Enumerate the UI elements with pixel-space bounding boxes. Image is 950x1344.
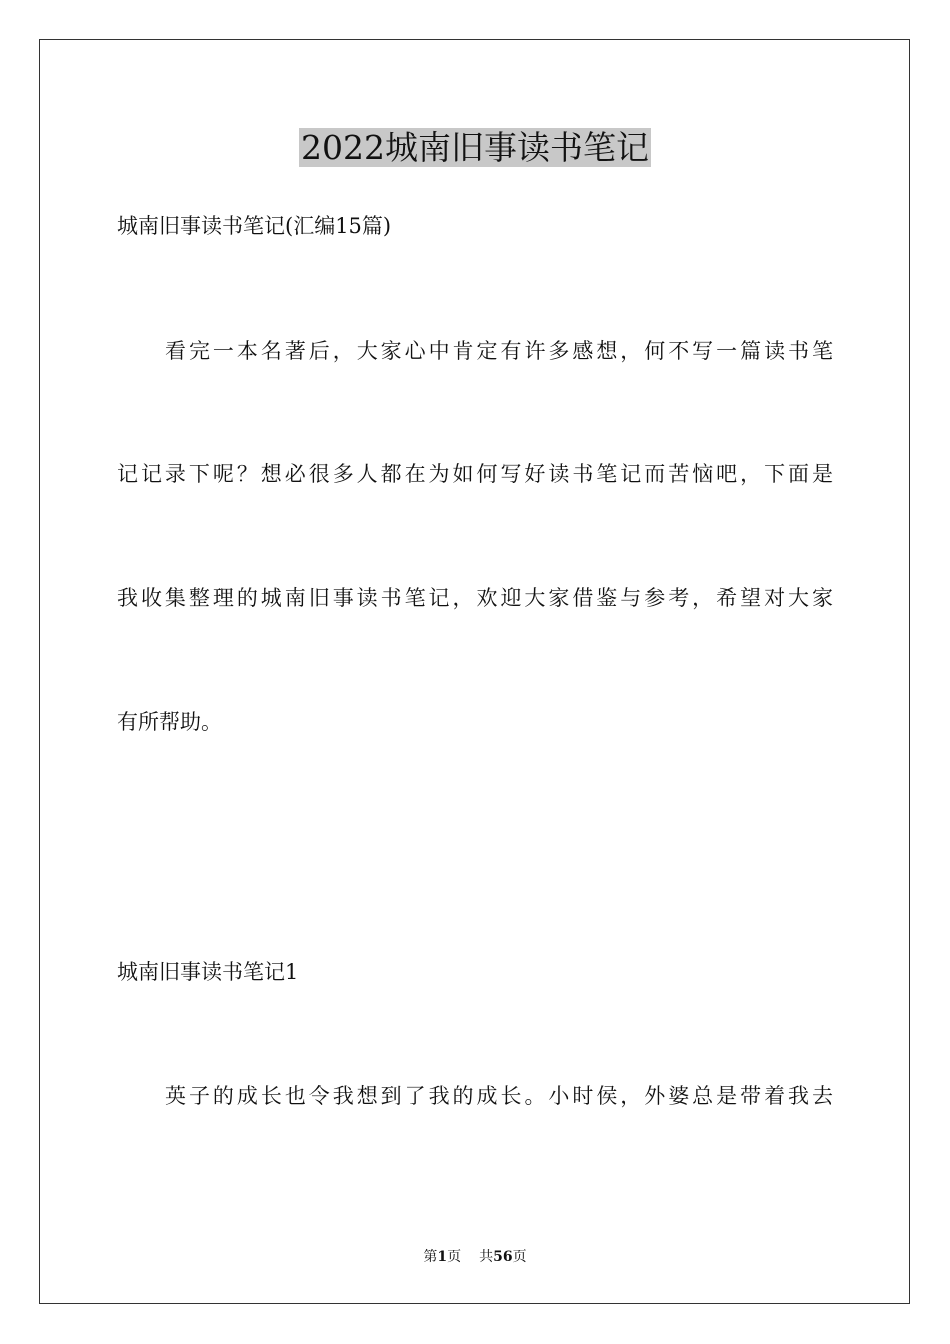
- document-title: [0, 128, 950, 168]
- footer-prefix: 第: [423, 1249, 438, 1265]
- section-paragraph-line-1: 英子的成长也令我想到了我的成长。小时侯，外婆总是带着我去: [165, 1084, 833, 1108]
- page-footer: [0, 1248, 950, 1266]
- intro-line-3: 我收集整理的城南旧事读书笔记，欢迎大家借鉴与参考，希望对大家: [117, 586, 833, 610]
- footer-total-pages: 56: [493, 1249, 513, 1265]
- footer-page-suffix: 页: [447, 1249, 462, 1265]
- document-subtitle: 城南旧事读书笔记(汇编15篇): [117, 214, 392, 238]
- footer-page-number: 1: [437, 1249, 448, 1265]
- document-title-text: 2022城南旧事读书笔记: [301, 128, 649, 167]
- footer-total-prefix: 共: [479, 1249, 494, 1265]
- section-heading: 城南旧事读书笔记1: [117, 960, 299, 984]
- intro-line-2: 记记录下呢？想必很多人都在为如何写好读书笔记而苦恼吧，下面是: [117, 462, 833, 486]
- footer-total-suffix: 页: [512, 1249, 527, 1265]
- intro-line-4: 有所帮助。: [117, 710, 222, 734]
- intro-line-1: 看完一本名著后，大家心中肯定有许多感想，何不写一篇读书笔: [165, 339, 833, 363]
